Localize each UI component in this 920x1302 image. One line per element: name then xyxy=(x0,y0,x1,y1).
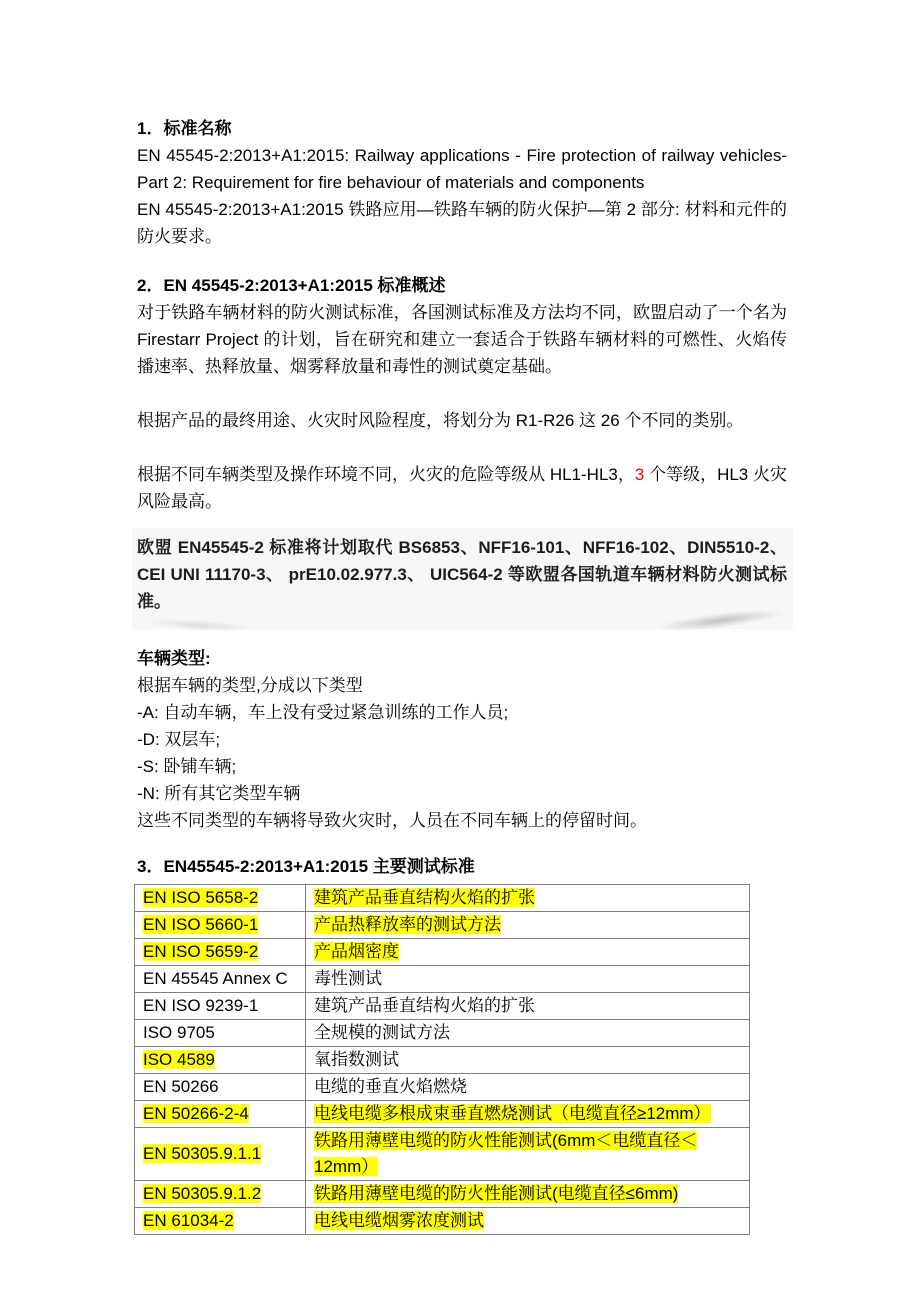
standard-text: EN 50266-2-4 xyxy=(143,1104,249,1123)
standard-cell xyxy=(135,993,306,1020)
description-text: 电缆的垂直火焰燃烧 xyxy=(314,1077,467,1096)
table-row xyxy=(135,885,750,912)
description-cell xyxy=(306,885,750,912)
description-cell xyxy=(306,1208,750,1235)
description-text: 全规模的测试方法 xyxy=(314,1023,450,1042)
standard-cell xyxy=(135,885,306,912)
test-standards-table-body xyxy=(135,885,750,1235)
watermark-smudge-icon xyxy=(146,616,256,635)
standard-cell xyxy=(135,1020,306,1047)
table-row xyxy=(135,993,750,1020)
standard-cell xyxy=(135,939,306,966)
paragraph3-text-head: 根据不同车辆类型及操作环境不同，火灾的危险等级从 HL1-HL3， xyxy=(137,465,635,484)
standard-cell xyxy=(135,912,306,939)
vehicle-types-list xyxy=(137,699,787,807)
table-row xyxy=(135,1181,750,1208)
standard-text: EN ISO 5658-2 xyxy=(143,888,259,907)
description-cell xyxy=(306,1101,750,1128)
section3-heading: 3．EN45545-2:2013+A1:2015 主要测试标准 xyxy=(137,857,475,876)
vehicle-type-item: -N: 所有其它类型车辆 xyxy=(137,784,301,803)
section1-paragraph-english: EN 45545-2:2013+A1:2015: Railway applications - Fire protection of railway vehicles-Part 2: Requirement for fire behaviour of materials and components xyxy=(137,146,787,192)
description-cell xyxy=(306,939,750,966)
standard-cell xyxy=(135,1208,306,1235)
pasted-image-note-block xyxy=(132,528,793,629)
description-text: 铁路用薄壁电缆的防火性能测试(6mm＜电缆直径＜12mm） xyxy=(314,1131,698,1176)
standard-cell xyxy=(135,966,306,993)
table-row xyxy=(135,1208,750,1235)
vehicle-type-item: -S: 卧铺车辆; xyxy=(137,757,237,776)
table-row xyxy=(135,1020,750,1047)
description-text: 建筑产品垂直结构火焰的扩张 xyxy=(314,996,535,1015)
table-row xyxy=(135,1101,750,1128)
section1-paragraph-chinese: EN 45545-2:2013+A1:2015 铁路应用—铁路车辆的防火保护—第 2 部分: 材料和元件的防火要求。 xyxy=(137,200,787,246)
note-block-text: 欧盟 EN45545-2 标准将计划取代 BS6853、NFF16-101、NFF16-102、DIN5510-2、CEI UNI 11170-3、 prE10.02.977.3、 UIC564-2 等欧盟各国轨道车辆材料防火测试标准。 xyxy=(137,538,787,611)
vehicle-type-item: -A: 自动车辆，车上没有受过紧急训练的工作人员; xyxy=(137,703,509,722)
standard-cell xyxy=(135,1074,306,1101)
section2-paragraph-2: 根据产品的最终用途、火灾时风险程度，将划分为 R1-R26 这 26 个不同的类别。 xyxy=(137,411,744,430)
table-row xyxy=(135,966,750,993)
standard-text: EN 45545 Annex C xyxy=(143,969,288,988)
paragraph3-text-tail: 个等级，HL3 火灾风险最高。 xyxy=(137,465,787,511)
standard-text: ISO 9705 xyxy=(143,1023,215,1042)
description-cell xyxy=(306,966,750,993)
description-cell xyxy=(306,1181,750,1208)
table-row xyxy=(135,912,750,939)
standard-cell xyxy=(135,1181,306,1208)
standard-cell xyxy=(135,1047,306,1074)
vehicle-type-item: -D: 双层车; xyxy=(137,730,221,749)
standard-text: EN 50305.9.1.2 xyxy=(143,1184,262,1203)
description-text: 建筑产品垂直结构火焰的扩张 xyxy=(314,888,535,907)
standard-text: EN ISO 5660-1 xyxy=(143,915,259,934)
table-row xyxy=(135,1047,750,1074)
description-cell xyxy=(306,1074,750,1101)
description-cell xyxy=(306,1020,750,1047)
vehicle-types-heading: 车辆类型: xyxy=(137,649,211,668)
description-text: 毒性测试 xyxy=(314,969,382,988)
description-text: 氧指数测试 xyxy=(314,1050,399,1069)
section2-heading: 2．EN 45545-2:2013+A1:2015 标准概述 xyxy=(137,276,446,295)
standard-text: EN 50266 xyxy=(143,1077,219,1096)
vehicle-types-intro: 根据车辆的类型,分成以下类型 xyxy=(137,676,363,695)
table-row xyxy=(135,1128,750,1181)
table-row xyxy=(135,1074,750,1101)
description-text: 铁路用薄壁电缆的防火性能测试(电缆直径≤6mm) xyxy=(314,1184,679,1203)
description-text: 电线电缆烟雾浓度测试 xyxy=(314,1211,484,1230)
standard-cell xyxy=(135,1101,306,1128)
paragraph3-red-number: 3 xyxy=(634,465,645,484)
standard-text: EN 61034-2 xyxy=(143,1211,234,1230)
test-standards-table xyxy=(134,884,750,1235)
description-cell xyxy=(306,912,750,939)
standard-cell xyxy=(135,1128,306,1181)
vehicle-types-outro: 这些不同类型的车辆将导致火灾时，人员在不同车辆上的停留时间。 xyxy=(137,811,647,830)
section1-heading: 1．标准名称 xyxy=(137,119,232,138)
description-cell xyxy=(306,1047,750,1074)
description-text: 产品热释放率的测试方法 xyxy=(314,915,501,934)
section2-paragraph-3 xyxy=(137,461,787,515)
table-row xyxy=(135,939,750,966)
description-text: 产品烟密度 xyxy=(314,942,399,961)
description-cell xyxy=(306,1128,750,1181)
standard-text: EN ISO 9239-1 xyxy=(143,996,259,1015)
description-cell xyxy=(306,993,750,1020)
standard-text: EN 50305.9.1.1 xyxy=(143,1144,262,1163)
standard-text: ISO 4589 xyxy=(143,1050,215,1069)
section2-paragraph-1: 对于铁路车辆材料的防火测试标准，各国测试标准及方法均不同，欧盟启动了一个名为 Firestarr Project 的计划，旨在研究和建立一套适合于铁路车辆材料的可燃性、火焰传播速率、热释放量、烟雾释放量和毒性的测试奠定基础。 xyxy=(137,303,787,376)
standard-text: EN ISO 5659-2 xyxy=(143,942,259,961)
description-text: 电线电缆多根成束垂直燃烧测试（电缆直径≥12mm） xyxy=(314,1104,711,1123)
